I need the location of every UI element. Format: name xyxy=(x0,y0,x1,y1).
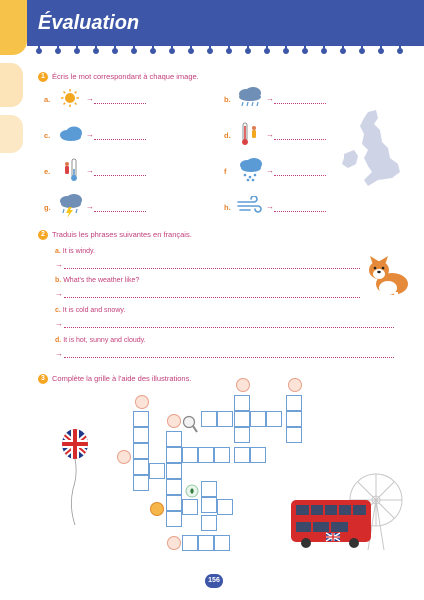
uk-flag-balloon-image xyxy=(56,428,96,528)
arrow-icon: → xyxy=(266,94,274,103)
corgi-dog-image xyxy=(362,250,412,300)
answer-line[interactable] xyxy=(274,175,326,176)
side-tab xyxy=(0,115,23,153)
london-bus-wheel-image xyxy=(288,470,410,552)
rain-cloud-icon xyxy=(235,85,265,109)
answer-line[interactable] xyxy=(274,211,326,212)
snow-cloud-icon xyxy=(238,156,264,182)
arrow-icon: → xyxy=(55,260,63,269)
grid-cell[interactable] xyxy=(149,463,165,479)
grid-cell[interactable] xyxy=(133,475,149,491)
grid-cell[interactable] xyxy=(166,511,182,527)
grid-cell[interactable] xyxy=(286,411,302,427)
page-title: Évaluation xyxy=(38,12,140,34)
grid-cell[interactable] xyxy=(166,463,182,479)
item-label: b. xyxy=(224,95,231,104)
grid-cell[interactable] xyxy=(133,427,149,443)
grid-cell[interactable] xyxy=(234,427,250,443)
arm-clue-icon xyxy=(236,378,250,392)
item-label: h. xyxy=(224,203,231,212)
storm-cloud-icon xyxy=(58,192,84,218)
sun-icon xyxy=(60,88,80,108)
arrow-icon: → xyxy=(86,130,94,139)
arrow-icon: → xyxy=(55,319,63,328)
arrow-icon: → xyxy=(55,349,63,358)
grid-cell[interactable] xyxy=(166,495,182,511)
page-number: 156 xyxy=(205,574,223,588)
answer-line[interactable] xyxy=(94,211,146,212)
grid-cell[interactable] xyxy=(201,481,217,497)
grid-cell[interactable] xyxy=(201,411,217,427)
answer-line[interactable] xyxy=(64,297,360,298)
answer-line[interactable] xyxy=(64,357,394,358)
sentence-a: a. It is windy. xyxy=(55,248,95,255)
grid-cell[interactable] xyxy=(217,499,233,515)
answer-line[interactable] xyxy=(64,327,394,328)
magnifier-icon xyxy=(181,414,199,434)
grid-cell[interactable] xyxy=(133,459,149,475)
face-clue-icon xyxy=(150,502,164,516)
item-label: c. xyxy=(44,131,51,140)
grid-cell[interactable] xyxy=(234,447,250,463)
grid-cell[interactable] xyxy=(250,447,266,463)
exercise-instruction: Traduis les phrases suivantes en français. xyxy=(52,230,192,239)
grid-cell[interactable] xyxy=(198,447,214,463)
spiral-rings xyxy=(36,42,416,56)
exercise-number: 2 xyxy=(38,230,48,240)
grid-cell[interactable] xyxy=(266,411,282,427)
grid-cell[interactable] xyxy=(217,411,233,427)
grid-cell[interactable] xyxy=(214,535,230,551)
cold-thermometer-icon xyxy=(62,157,80,183)
grid-cell[interactable] xyxy=(182,499,198,515)
grid-cell[interactable] xyxy=(286,427,302,443)
hand-clue-icon xyxy=(117,450,131,464)
sentence-c: c. It is cold and snowy. xyxy=(55,307,126,314)
exercise-number: 1 xyxy=(38,72,48,82)
sentence-d: d. It is hot, sunny and cloudy. xyxy=(55,337,146,344)
mouth-clue-icon xyxy=(167,414,181,428)
grid-cell[interactable] xyxy=(182,535,198,551)
arrow-icon: → xyxy=(266,202,274,211)
item-label: g. xyxy=(44,203,51,212)
sentence-b: b. What's the weather like? xyxy=(55,277,140,284)
grid-cell[interactable] xyxy=(201,515,217,531)
exercise-instruction: Complète la grille à l'aide des illustrations. xyxy=(52,374,192,383)
grid-cell[interactable] xyxy=(214,447,230,463)
answer-line[interactable] xyxy=(94,103,146,104)
grid-cell[interactable] xyxy=(166,479,182,495)
arrow-icon: → xyxy=(86,94,94,103)
hot-thermometer-icon xyxy=(240,121,262,147)
arrow-icon: → xyxy=(266,166,274,175)
yellow-tab xyxy=(0,0,27,55)
grid-cell[interactable] xyxy=(182,447,198,463)
item-label: d. xyxy=(224,131,231,140)
item-label: e. xyxy=(44,167,51,176)
exercise-number: 3 xyxy=(38,374,48,384)
foot-clue-icon xyxy=(167,536,181,550)
grid-cell[interactable] xyxy=(286,395,302,411)
answer-line[interactable] xyxy=(274,103,326,104)
grid-cell[interactable] xyxy=(166,431,182,447)
grid-cell[interactable] xyxy=(198,535,214,551)
arrow-icon: → xyxy=(266,130,274,139)
nose-clue-icon xyxy=(288,378,302,392)
grid-cell[interactable] xyxy=(133,411,149,427)
eye-clue-icon xyxy=(185,484,199,498)
wind-icon xyxy=(236,196,264,214)
arrow-icon: → xyxy=(86,166,94,175)
grid-cell[interactable] xyxy=(201,497,217,513)
ear-clue-icon xyxy=(135,395,149,409)
arrow-icon: → xyxy=(86,202,94,211)
uk-map-image xyxy=(338,108,406,190)
grid-cell[interactable] xyxy=(166,447,182,463)
answer-line[interactable] xyxy=(94,175,146,176)
grid-cell[interactable] xyxy=(234,411,250,427)
cloud-icon xyxy=(58,124,84,142)
grid-cell[interactable] xyxy=(133,443,149,459)
answer-line[interactable] xyxy=(64,268,360,269)
item-label: f xyxy=(224,167,227,176)
side-tab xyxy=(0,63,23,107)
answer-line[interactable] xyxy=(274,139,326,140)
grid-cell[interactable] xyxy=(234,395,250,411)
item-label: a. xyxy=(44,95,51,104)
answer-line[interactable] xyxy=(94,139,146,140)
exercise-instruction: Écris le mot correspondant à chaque image. xyxy=(52,72,199,81)
arrow-icon: → xyxy=(55,289,63,298)
grid-cell[interactable] xyxy=(250,411,266,427)
